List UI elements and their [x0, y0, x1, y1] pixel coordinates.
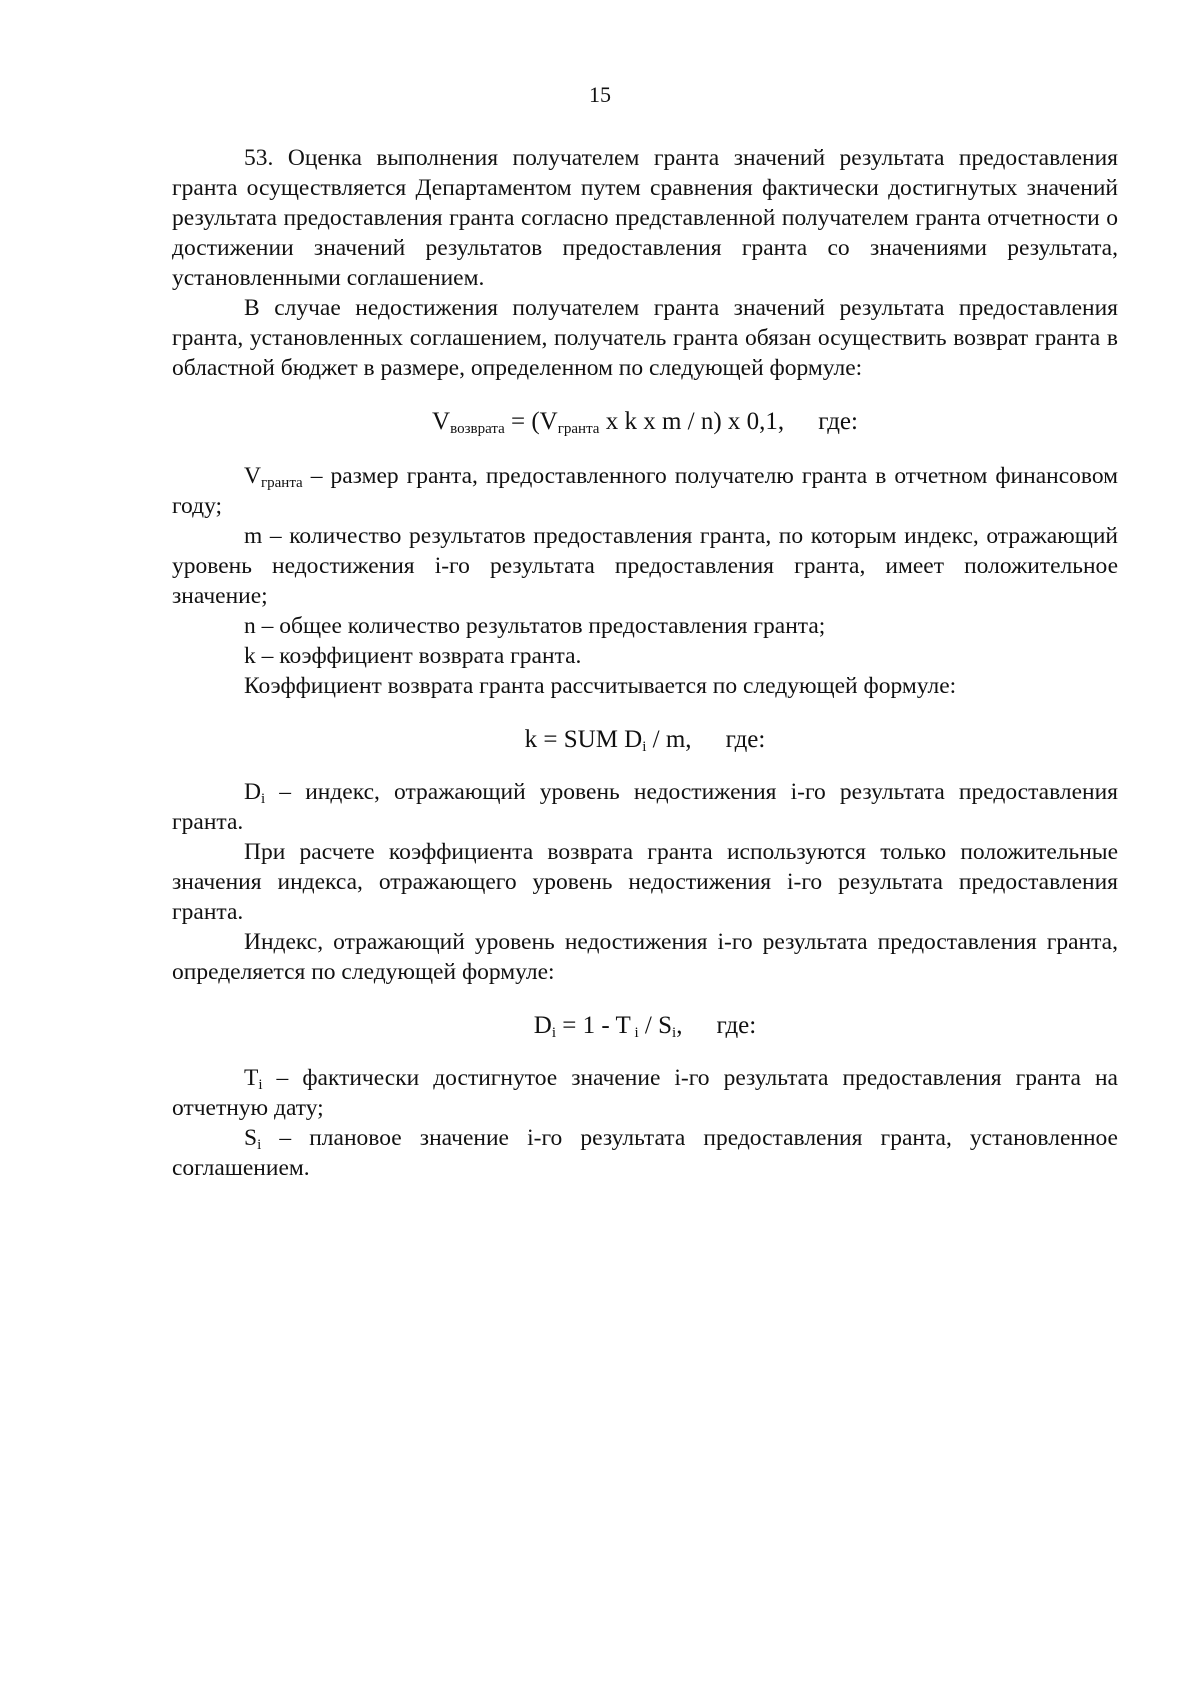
def-sub: i — [260, 791, 266, 807]
formula-t-sub: i — [630, 1025, 639, 1041]
formula-d-mid2: / S — [638, 1012, 673, 1039]
def-text: – индекс, отражающий уровень недостижения i-го результата предоставления гранта. — [172, 779, 1118, 835]
page-number: 15 — [589, 82, 611, 107]
def-symbol: V — [244, 463, 261, 489]
formula-eq-part: = (V — [504, 408, 558, 435]
def-text: – размер гранта, предоставленного получателю гранта в отчетном финансовом году; — [172, 463, 1118, 519]
def-text: – плановое значение i-го результата предоставления гранта, установленное соглашением. — [172, 1125, 1118, 1181]
definition-s — [172, 1123, 1118, 1183]
formula-where: где: — [725, 726, 766, 753]
formula-d-mid: = 1 - T — [556, 1012, 631, 1039]
formula-where: где: — [716, 1012, 757, 1039]
coefficient-intro: Коэффициент возврата гранта рассчитывается по следующей формуле: — [244, 673, 957, 699]
definition-d — [172, 777, 1118, 837]
def-symbol: S — [244, 1125, 258, 1151]
definition-k: k – коэффициент возврата гранта. — [244, 643, 582, 669]
def-sub: i — [257, 1137, 262, 1153]
def-text: – фактически достигнутое значение i-го результата предоставления гранта на отчетную дату; — [172, 1065, 1118, 1121]
formula-d-lhs: D — [533, 1012, 552, 1039]
paragraph-53: 53. Оценка выполнения получателем гранта значений результата предоставления гранта осуществляется Департаментом путем сравнения фактически достигнутых значений результата предоставления гранта согласно представленной получателем гранта отчетности о достижении значений результатов предоставления гранта со значениями результата, установленными соглашением. — [172, 145, 1118, 291]
formula-d-rest: , — [676, 1012, 683, 1039]
def-sub: гранта — [260, 475, 303, 491]
def-symbol: D — [244, 779, 261, 805]
formula-s-sub: i — [672, 1025, 677, 1041]
paragraph-non-achievement: В случае недостижения получателем гранта значений результата предоставления гранта, установленных соглашением, получатель гранта обязан осуществить возврат гранта в областной бюджет в размере, определенном по следующей формуле: — [172, 295, 1118, 381]
def-symbol: T — [244, 1065, 259, 1091]
formula-k-sub: i — [642, 739, 647, 755]
formula-index — [172, 1009, 1118, 1043]
def-sub: i — [258, 1077, 263, 1093]
positive-values-note: При расчете коэффициента возврата гранта используются только положительные значения индекса, отражающего уровень недостижения i-го результата предоставления гранта. — [172, 839, 1118, 925]
definition-m: m – количество результатов предоставления гранта, по которым индекс, отражающий уровень недостижения i-го результата предоставления гранта, имеет положительное значение; — [172, 523, 1118, 609]
formula-v-sub-return: возврата — [450, 421, 505, 437]
index-intro: Индекс, отражающий уровень недостижения i-го результата предоставления гранта, определяется по следующей формуле: — [172, 929, 1118, 985]
document-body — [172, 143, 1118, 1183]
formula-d-sub: i — [551, 1025, 556, 1041]
definition-n: n – общее количество результатов предоставления гранта; — [244, 613, 826, 639]
definition-t — [172, 1063, 1118, 1123]
formula-coefficient — [172, 723, 1118, 757]
formula-return-amount — [172, 405, 1118, 439]
formula-rest: x k x m / n) x 0,1, — [599, 408, 785, 435]
formula-v-symbol: V — [432, 408, 451, 435]
definition-v-grant — [172, 461, 1118, 521]
formula-k-lhs: k = SUM D — [524, 726, 643, 753]
formula-where: где: — [818, 408, 858, 435]
formula-v-sub-grant: гранта — [557, 421, 600, 437]
formula-k-rest: / m, — [646, 726, 692, 753]
